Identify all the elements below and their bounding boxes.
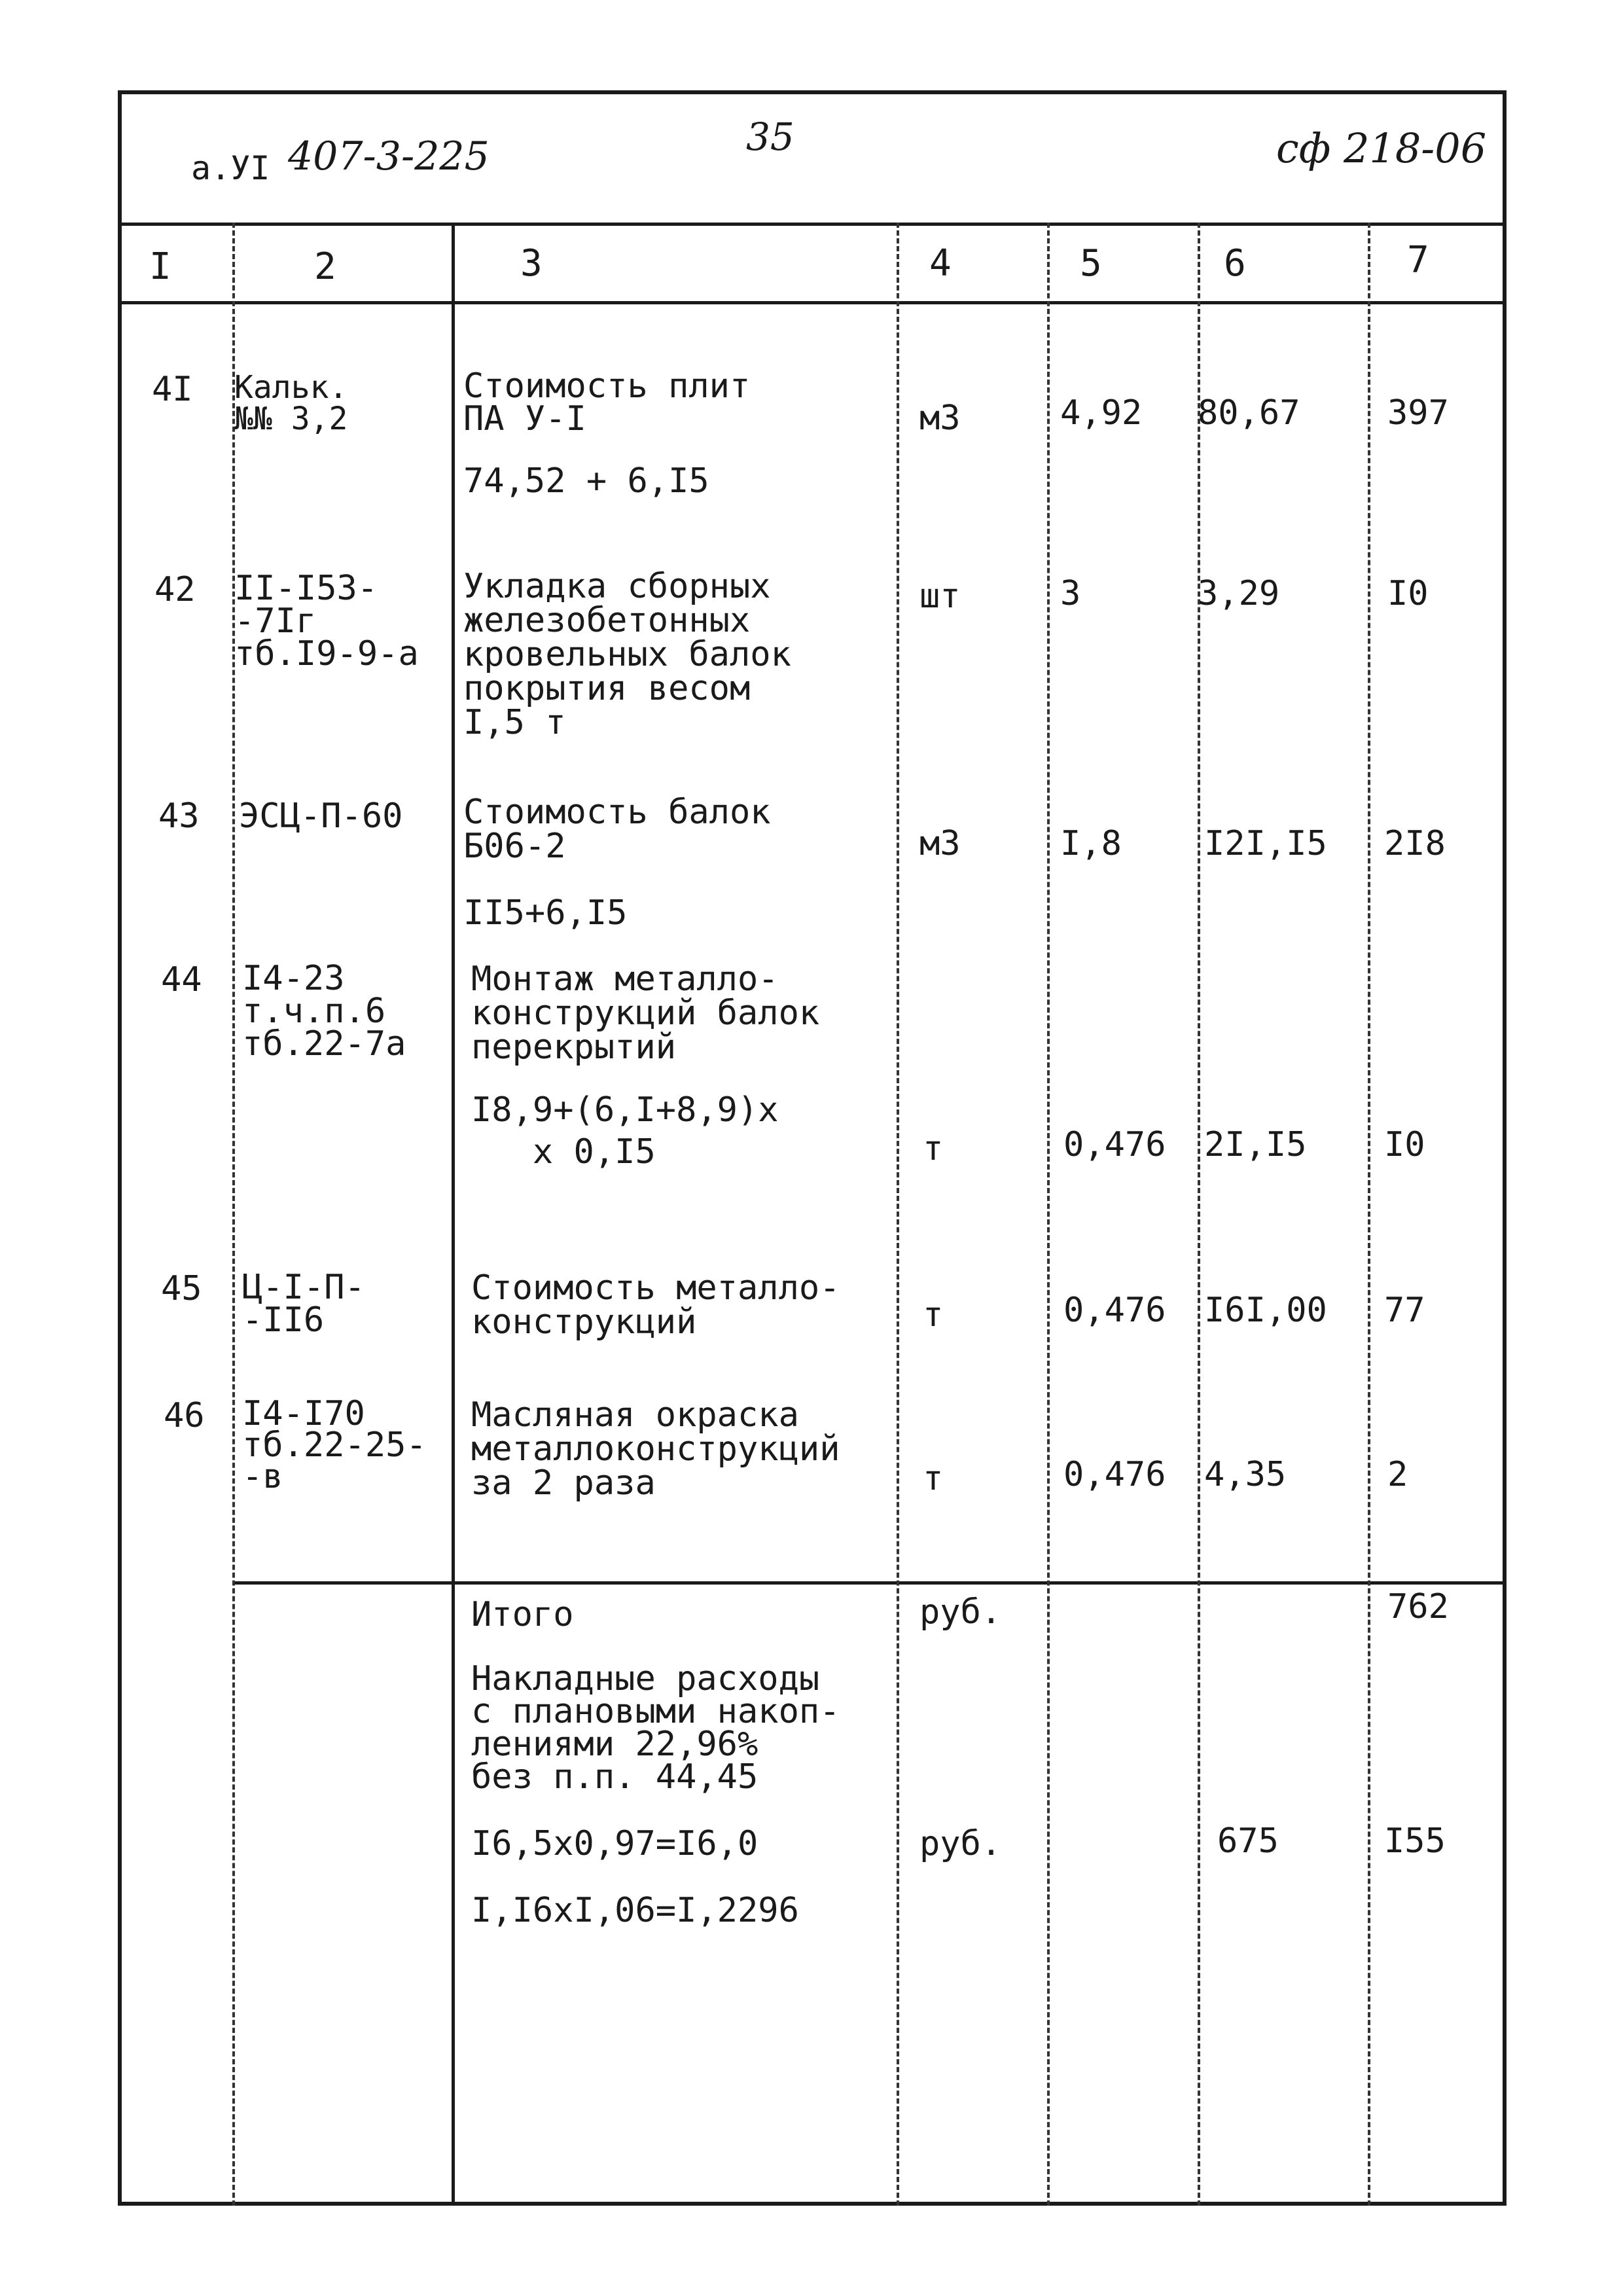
column-divider-3 bbox=[897, 223, 899, 2206]
column-number-1: I bbox=[149, 245, 171, 288]
overhead-unit: руб. bbox=[919, 1824, 1002, 1863]
row-41-quantity: 4,92 bbox=[1060, 393, 1143, 433]
column-number-3: 3 bbox=[520, 242, 543, 285]
column-number-6: 6 bbox=[1224, 242, 1246, 285]
column-number-7: 7 bbox=[1407, 239, 1429, 281]
row-42-quantity: 3 bbox=[1060, 574, 1081, 613]
row-43-number: 43 bbox=[158, 797, 200, 836]
row-42-code: II-I53- -7Iг тб.I9-9-а bbox=[234, 569, 419, 673]
row-42-unit: шт bbox=[919, 577, 961, 616]
header-designation-handwritten: 407-3-225 bbox=[288, 134, 490, 179]
page-number: 35 bbox=[746, 115, 794, 159]
overhead-formula-1: I6,5х0,97=I6,0 bbox=[471, 1824, 758, 1863]
row-43-description: Стоимость балок Б06-2 bbox=[463, 793, 771, 866]
row-42-price: 3,29 bbox=[1198, 574, 1280, 613]
header-divider bbox=[118, 223, 1507, 226]
row-42-number: 42 bbox=[154, 570, 196, 609]
row-41-code: Кальк. №№ 3,2 bbox=[234, 369, 348, 437]
row-46-price: 4,35 bbox=[1204, 1455, 1287, 1494]
row-45-description: Стоимость металло- конструкций bbox=[471, 1268, 840, 1342]
row-43-formula: II5+6,I5 bbox=[463, 893, 628, 933]
column-number-4: 4 bbox=[929, 242, 952, 285]
overhead-text: Накладные расходы с плановыми накоп- лениями 22,96% без п.п. 44,45 bbox=[471, 1659, 840, 1797]
row-46-code: I4-I70 тб.22-25- -в bbox=[242, 1394, 427, 1496]
row-44-code: I4-23 т.ч.п.6 тб.22-7а bbox=[242, 959, 406, 1064]
row-46-unit: т bbox=[923, 1459, 944, 1498]
column-divider-4 bbox=[1047, 223, 1050, 2206]
itogo-total: 762 bbox=[1387, 1587, 1449, 1626]
overhead-base: 675 bbox=[1217, 1821, 1279, 1861]
row-41-total: 397 bbox=[1387, 393, 1449, 433]
row-44-price: 2I,I5 bbox=[1204, 1125, 1307, 1164]
column-divider-6 bbox=[1368, 223, 1370, 2206]
row-44-quantity: 0,476 bbox=[1063, 1125, 1166, 1164]
column-header-divider bbox=[118, 301, 1507, 304]
row-41-number: 4I bbox=[152, 370, 193, 409]
column-divider-5 bbox=[1198, 223, 1200, 2206]
row-45-code: Ц-I-П- -II6 bbox=[242, 1268, 365, 1340]
row-41-description: Стоимость плит ПА У-I bbox=[463, 367, 751, 439]
row-44-number: 44 bbox=[161, 960, 202, 999]
column-number-5: 5 bbox=[1080, 242, 1102, 285]
row-46-total: 2 bbox=[1387, 1455, 1408, 1494]
row-43-total: 2I8 bbox=[1384, 824, 1446, 863]
row-41-unit: м3 bbox=[919, 399, 961, 438]
row-41-formula: 74,52 + 6,I5 bbox=[463, 461, 709, 501]
row-44-description: Монтаж металло- конструкций балок перекрытий bbox=[471, 960, 820, 1067]
row-45-unit: т bbox=[923, 1295, 944, 1335]
column-divider-2 bbox=[452, 223, 455, 2206]
row-42-total: I0 bbox=[1387, 574, 1429, 613]
column-number-2: 2 bbox=[314, 245, 336, 288]
itogo-label: Итого bbox=[471, 1595, 574, 1634]
row-44-formula: I8,9+(6,I+8,9)х х 0,I5 bbox=[471, 1090, 779, 1172]
column-divider-1 bbox=[232, 223, 235, 2206]
summary-divider bbox=[233, 1581, 1507, 1585]
row-46-quantity: 0,476 bbox=[1063, 1455, 1166, 1494]
header-designation-printed: а.УI bbox=[191, 149, 270, 187]
row-43-quantity: I,8 bbox=[1060, 824, 1122, 863]
row-44-total: I0 bbox=[1384, 1125, 1425, 1164]
row-45-number: 45 bbox=[161, 1269, 202, 1308]
row-46-number: 46 bbox=[164, 1396, 205, 1435]
row-45-total: 77 bbox=[1384, 1291, 1425, 1330]
header-sheet-code: сф 218-06 bbox=[1276, 124, 1487, 172]
overhead-total: I55 bbox=[1384, 1821, 1446, 1861]
row-43-code: ЭСЦ-П-60 bbox=[239, 797, 403, 836]
row-41-price: 80,67 bbox=[1198, 393, 1300, 433]
overhead-formula-2: I,I6хI,06=I,2296 bbox=[471, 1891, 799, 1930]
row-45-price: I6I,00 bbox=[1204, 1291, 1327, 1330]
row-44-unit: т bbox=[923, 1129, 944, 1168]
itogo-unit: руб. bbox=[919, 1592, 1002, 1632]
row-46-description: Масляная окраска металлоконструкций за 2 раза bbox=[471, 1395, 840, 1503]
row-43-price: I2I,I5 bbox=[1204, 824, 1327, 863]
row-43-unit: м3 bbox=[919, 824, 961, 863]
row-42-description: Укладка сборных железобетонных кровельных балок покрытия весом I,5 т bbox=[463, 567, 791, 742]
row-45-quantity: 0,476 bbox=[1063, 1291, 1166, 1330]
